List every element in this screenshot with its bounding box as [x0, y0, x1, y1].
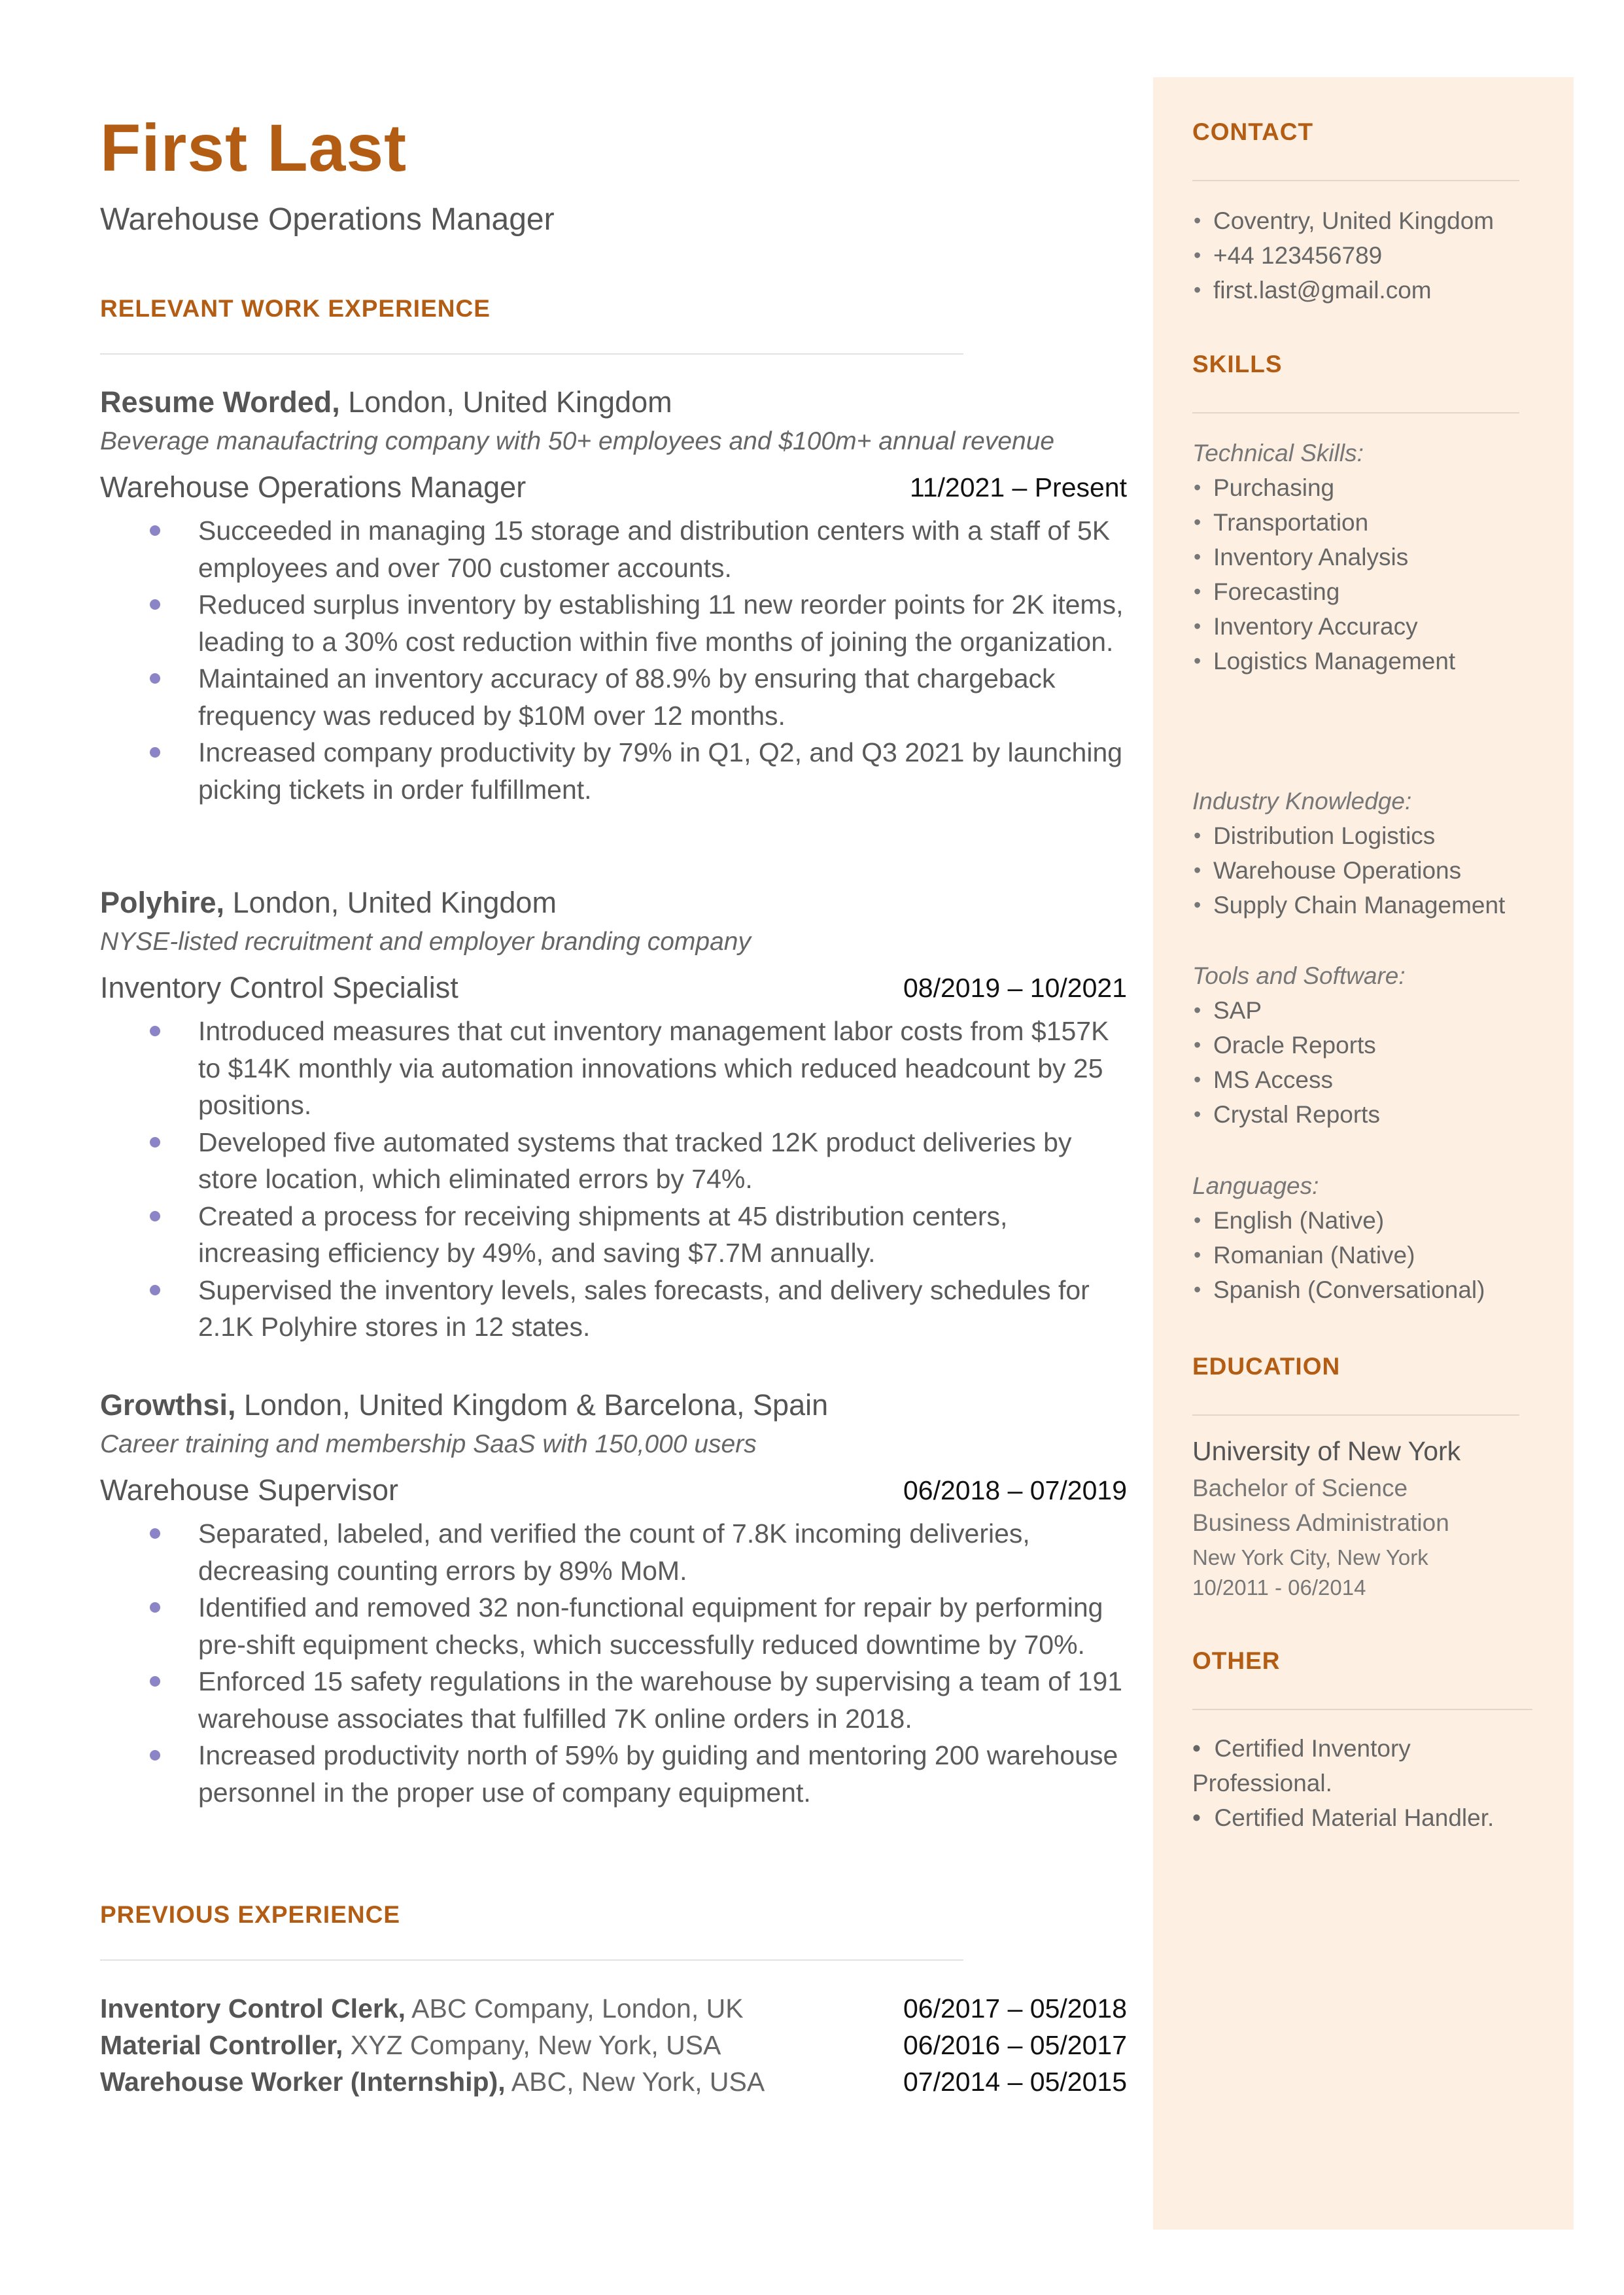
skill-item: • English (Native) [1194, 1207, 1385, 1234]
bullet-item: Created a process for receiving shipments at 45 distribution centers, increasing efficiency by 49%, and saving $7.7M annually. [100, 1198, 1127, 1272]
previous-dates: 06/2017 – 05/2018 [903, 1993, 1127, 2023]
bullet-dot [150, 1750, 160, 1761]
other-item: • Certified Inventory Professional. [1192, 1735, 1411, 1796]
skill-item: • Romanian (Native) [1194, 1242, 1415, 1269]
skill-item: • Supply Chain Management [1194, 892, 1506, 919]
skill-item: • Purchasing [1194, 474, 1335, 501]
bullet-item: Succeeded in managing 15 storage and distribution centers with a staff of 5K employees and over 700 customer accounts. [100, 512, 1127, 586]
sidebar-title-other: OTHER [1192, 1647, 1281, 1674]
education-field: Business Administration [1192, 1509, 1449, 1536]
job-role: Inventory Control Specialist [100, 971, 458, 1004]
skill-item: • Distribution Logistics [1194, 822, 1436, 849]
skill-item: • Warehouse Operations [1194, 857, 1462, 884]
education-school: University of New York [1192, 1436, 1461, 1466]
bullet-item: Introduced measures that cut inventory management labor costs from $157K to $14K monthly via automation innovations which reduced headcount by 25 positions. [100, 1013, 1127, 1124]
skill-list-industry [1192, 818, 1505, 922]
sidebar-divider [1192, 180, 1519, 181]
skill-item: • Spanish (Conversational) [1194, 1276, 1485, 1303]
skill-item: • MS Access [1194, 1066, 1333, 1093]
company-name: Growthsi, [100, 1388, 236, 1422]
sidebar-divider [1192, 1414, 1519, 1416]
bullet-item: Separated, labeled, and verified the count of 7.8K incoming deliveries, decreasing counting errors by 89% MoM. [100, 1515, 1127, 1589]
skill-item: • Inventory Accuracy [1194, 613, 1418, 640]
bullet-dot [150, 599, 160, 610]
skill-item: • Inventory Analysis [1194, 544, 1409, 570]
role-row [100, 962, 1127, 1009]
company-name: Polyhire, [100, 886, 225, 919]
section-title-previous: PREVIOUS EXPERIENCE [100, 1901, 401, 1928]
job-bullets [100, 1013, 1127, 1346]
job-entry [100, 883, 1127, 1346]
bullet-item: Enforced 15 safety regulations in the warehouse by supervising a team of 191 warehouse associates that fulfilled 7K online orders in 2018. [100, 1663, 1127, 1737]
skill-group-label: Tools and Software: [1192, 962, 1406, 989]
skill-list-languages [1192, 1203, 1485, 1307]
other-item: • Certified Material Handler. [1192, 1804, 1494, 1831]
skill-group-label: Technical Skills: [1192, 440, 1364, 466]
skill-group-label: Industry Knowledge: [1192, 788, 1412, 815]
previous-company: ABC Company, London, UK [406, 1993, 744, 2023]
other-list [1192, 1731, 1532, 1835]
job-dates: 06/2018 – 07/2019 [903, 1475, 1127, 1505]
section-divider [100, 353, 963, 355]
contact-location: • Coventry, United Kingdom [1194, 207, 1494, 234]
education-dates: 10/2011 - 06/2014 [1192, 1575, 1366, 1600]
job-bullets [100, 1515, 1127, 1811]
job-role: Warehouse Supervisor [100, 1473, 399, 1507]
company-name: Resume Worded, [100, 385, 340, 419]
skill-item: • Crystal Reports [1194, 1101, 1380, 1128]
previous-experience-row [100, 2063, 1127, 2100]
skill-group-label: Languages: [1192, 1172, 1319, 1199]
company-location: London, United Kingdom [224, 886, 557, 919]
bullet-dot [150, 1137, 160, 1148]
education-location: New York City, New York [1192, 1545, 1428, 1569]
sidebar [1153, 77, 1574, 2230]
previous-role: Inventory Control Clerk, [100, 1993, 406, 2023]
bullet-dot [150, 1026, 160, 1036]
role-row [100, 1464, 1127, 1511]
company-description: NYSE-listed recruitment and employer branding company [100, 928, 751, 956]
section-divider [100, 1959, 963, 1961]
skill-item: • Oracle Reports [1194, 1032, 1376, 1059]
company-location: London, United Kingdom [339, 385, 672, 419]
contact-phone: • +44 123456789 [1194, 242, 1383, 269]
job-entry [100, 1386, 1127, 1811]
job-role: Warehouse Operations Manager [100, 470, 527, 504]
sidebar-divider [1192, 412, 1519, 413]
bullet-item: Reduced surplus inventory by establishing 11 new reorder points for 2K items, leading to a 30% cost reduction within five months of joining the organization. [100, 586, 1127, 660]
company-description: Beverage manaufactring company with 50+ employees and $100m+ annual revenue [100, 427, 1055, 455]
company-line [100, 883, 1127, 922]
contact-email[interactable]: • first.last@gmail.com [1194, 277, 1432, 304]
previous-role: Warehouse Worker (Internship), [100, 2067, 506, 2097]
sidebar-title-contact: CONTACT [1192, 118, 1314, 145]
skill-item: • Logistics Management [1194, 648, 1456, 674]
sidebar-title-education: EDUCATION [1192, 1353, 1341, 1380]
skill-list-technical [1192, 470, 1455, 678]
bullet-dot [150, 1602, 160, 1613]
company-location: London, United Kingdom & Barcelona, Spain [235, 1388, 829, 1422]
bullet-item: Developed five automated systems that tracked 12K product deliveries by store location, which eliminated errors by 74%. [100, 1124, 1127, 1198]
bullet-dot [150, 525, 160, 536]
job-bullets [100, 512, 1127, 808]
candidate-title: Warehouse Operations Manager [100, 202, 555, 237]
previous-experience-row [100, 1990, 1127, 2027]
candidate-name: First Last [100, 111, 407, 185]
main-column [100, 0, 1127, 2295]
bullet-dot [150, 1676, 160, 1687]
sidebar-divider [1192, 1709, 1532, 1710]
previous-dates: 07/2014 – 05/2015 [903, 2067, 1127, 2097]
job-entry [100, 383, 1127, 808]
bullet-dot [150, 1211, 160, 1221]
company-line [100, 383, 1127, 422]
contact-list [1192, 203, 1494, 307]
previous-company: ABC, New York, USA [505, 2067, 765, 2097]
skill-item: • Forecasting [1194, 578, 1340, 605]
education-degree: Bachelor of Science [1192, 1475, 1408, 1501]
bullet-item: Maintained an inventory accuracy of 88.9% by ensuring that chargeback frequency was reduced by $10M over 12 months. [100, 660, 1127, 734]
bullet-dot [150, 1285, 160, 1295]
bullet-item: Increased company productivity by 79% in Q1, Q2, and Q3 2021 by launching picking tickets in order fulfillment. [100, 734, 1127, 808]
bullet-dot [150, 1528, 160, 1539]
role-row [100, 461, 1127, 508]
skill-item: • Transportation [1194, 509, 1369, 536]
job-dates: 08/2019 – 10/2021 [903, 973, 1127, 1003]
skill-list-tools [1192, 993, 1380, 1132]
bullet-item: Supervised the inventory levels, sales forecasts, and delivery schedules for 2.1K Polyhire stores in 12 states. [100, 1272, 1127, 1346]
previous-role: Material Controller, [100, 2030, 343, 2060]
bullet-item: Identified and removed 32 non-functional equipment for repair by performing pre-shift equipment checks, which successfully reduced downtime by 70%. [100, 1589, 1127, 1663]
previous-experience-row [100, 2027, 1127, 2063]
skill-item: • SAP [1194, 997, 1262, 1024]
company-description: Career training and membership SaaS with 150,000 users [100, 1430, 757, 1458]
job-dates: 11/2021 – Present [909, 472, 1127, 502]
sidebar-title-skills: SKILLS [1192, 351, 1283, 377]
company-line [100, 1386, 1127, 1425]
bullet-dot [150, 673, 160, 684]
previous-dates: 06/2016 – 05/2017 [903, 2030, 1127, 2060]
bullet-item: Increased productivity north of 59% by guiding and mentoring 200 warehouse personnel in the proper use of company equipment. [100, 1737, 1127, 1811]
previous-company: XYZ Company, New York, USA [343, 2030, 721, 2060]
bullet-dot [150, 747, 160, 758]
section-title-work: RELEVANT WORK EXPERIENCE [100, 295, 491, 322]
